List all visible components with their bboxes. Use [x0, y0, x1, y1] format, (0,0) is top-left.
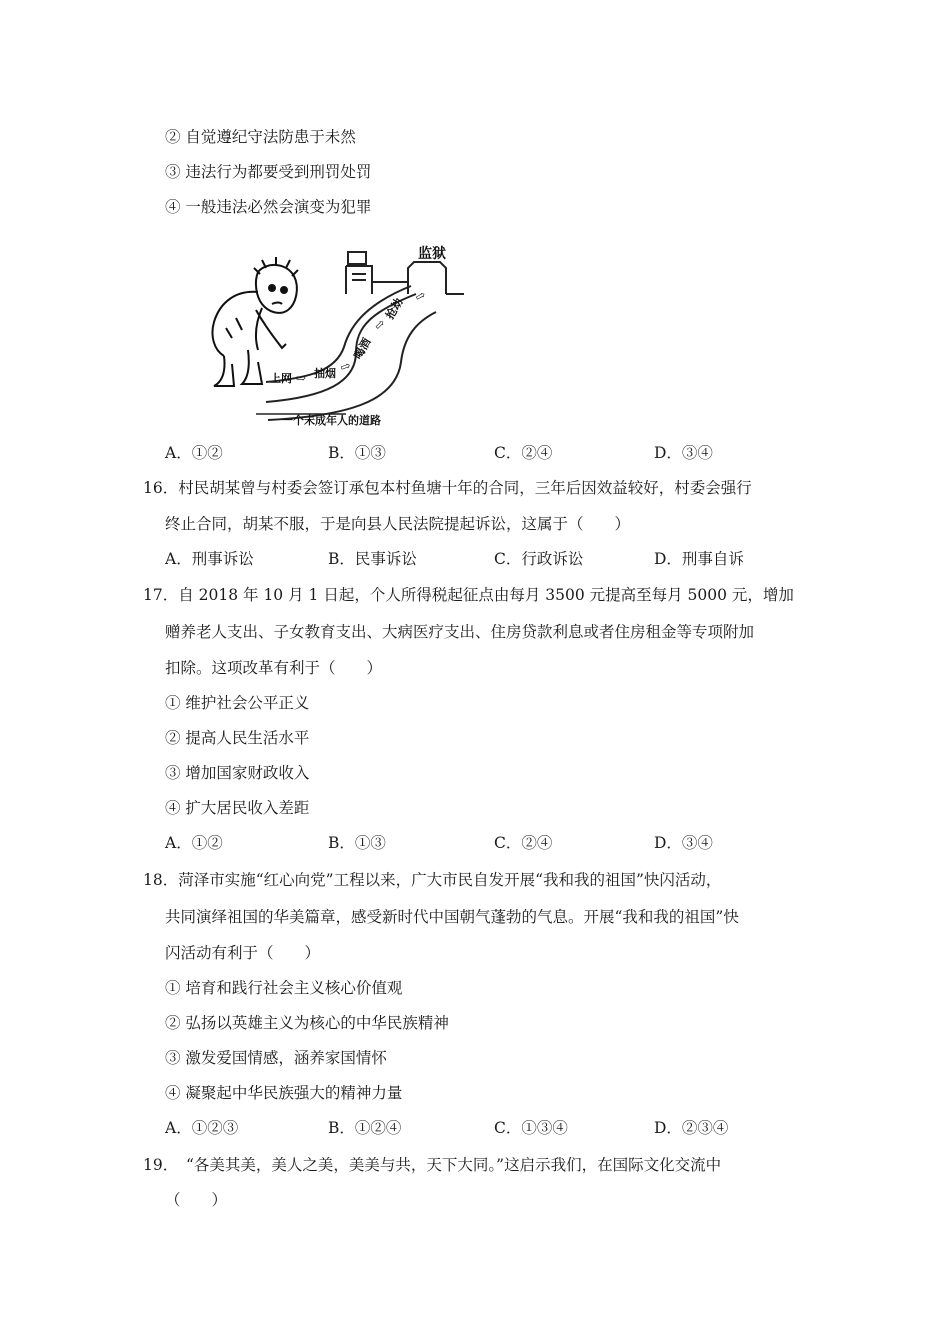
q15-statement-3: ③ 违法行为都要受到刑罚处罚 [165, 163, 372, 181]
q17-statement-1: ① 维护社会公平正义 [165, 694, 310, 712]
q18-stem-line-2: 共同演绎祖国的华美篇章，感受新时代中国朝气蓬勃的气息。开展“我和我的祖国”快 [165, 908, 739, 926]
q17-statement-3: ③ 增加国家财政收入 [165, 764, 310, 782]
prison-label: 监狱 [418, 246, 446, 262]
q18-statement-3: ③ 激发爱国情感，涵养家国情怀 [165, 1049, 387, 1067]
q18-option-a[interactable]: A．①②③ [165, 1119, 239, 1137]
q15-statement-4: ④ 一般违法必然会演变为犯罪 [165, 198, 372, 216]
q16-option-d[interactable]: D．刑事自诉 [654, 550, 744, 568]
arrow-right-icon: ⇨ [371, 316, 389, 334]
q15-option-d[interactable]: D．③④ [654, 444, 713, 462]
q18-option-b[interactable]: B．①②④ [328, 1119, 402, 1137]
q17-statement-2: ② 提高人民生活水平 [165, 729, 310, 747]
q17-option-a[interactable]: A．①② [165, 834, 223, 852]
q17-option-c[interactable]: C．②④ [494, 834, 553, 852]
q17-stem-line-1: 17．自 2018 年 10 月 1 日起，个人所得税起征点由每月 3500 元提高至每月 5000 元，增加 [143, 586, 794, 604]
q19-stem-line-2: （ ） [165, 1191, 228, 1209]
figure-caption: 一个未成年人的道路 [282, 414, 381, 427]
q18-stem-line-1: 18．菏泽市实施“红心向党”工程以来，广大市民自发开展“我和我的祖国”快闪活动， [143, 871, 722, 889]
step-label-3: 喝酒 [351, 335, 374, 362]
minor-path-to-prison-illustration [196, 232, 468, 428]
arrow-right-icon: ⇨ [296, 371, 307, 385]
q18-statement-4: ④ 凝聚起中华民族强大的精神力量 [165, 1084, 403, 1102]
q16-stem-line-2: 终止合同，胡某不服，于是向县人民法院提起诉讼，这属于（ ） [165, 515, 631, 533]
q16-option-a[interactable]: A．刑事诉讼 [165, 550, 254, 568]
step-label-4: 抢劫 [383, 295, 406, 322]
q18-statement-1: ① 培育和践行社会主义核心价值观 [165, 979, 403, 997]
arrow-right-icon: ⇨ [412, 287, 429, 305]
q15-option-a[interactable]: A．①② [165, 444, 223, 462]
q15-statement-2: ② 自觉遵纪守法防患于未然 [165, 128, 356, 146]
q18-stem-line-3: 闪活动有利于（ ） [165, 944, 321, 962]
q19-stem-line-1: 19． “各美其美，美人之美，美美与共，天下大同。”这启示我们，在国际文化交流中 [143, 1156, 722, 1174]
q17-stem-line-3: 扣除。这项改革有利于（ ） [165, 659, 383, 677]
step-label-1: 上网 [270, 372, 292, 385]
q15-option-b[interactable]: B．①③ [328, 444, 386, 462]
q16-option-c[interactable]: C．行政诉讼 [494, 550, 584, 568]
q18-option-c[interactable]: C．①③④ [494, 1119, 568, 1137]
q16-stem-line-1: 16．村民胡某曾与村委会签订承包本村鱼塘十年的合同，三年后因效益较好，村委会强行 [143, 479, 752, 497]
q17-statement-4: ④ 扩大居民收入差距 [165, 799, 310, 817]
q18-option-d[interactable]: D．②③④ [654, 1119, 729, 1137]
q18-statement-2: ② 弘扬以英雄主义为核心的中华民族精神 [165, 1014, 449, 1032]
q16-option-b[interactable]: B．民事诉讼 [328, 550, 417, 568]
arrow-right-icon: ⇨ [338, 358, 353, 375]
youth-figure [212, 257, 298, 386]
step-label-2: 抽烟 [314, 367, 336, 380]
q17-option-b[interactable]: B．①③ [328, 834, 386, 852]
q15-option-c[interactable]: C．②④ [494, 444, 553, 462]
q17-stem-line-2: 赠养老人支出、子女教育支出、大病医疗支出、住房贷款利息或者住房租金等专项附加 [165, 623, 755, 641]
q17-option-d[interactable]: D．③④ [654, 834, 713, 852]
